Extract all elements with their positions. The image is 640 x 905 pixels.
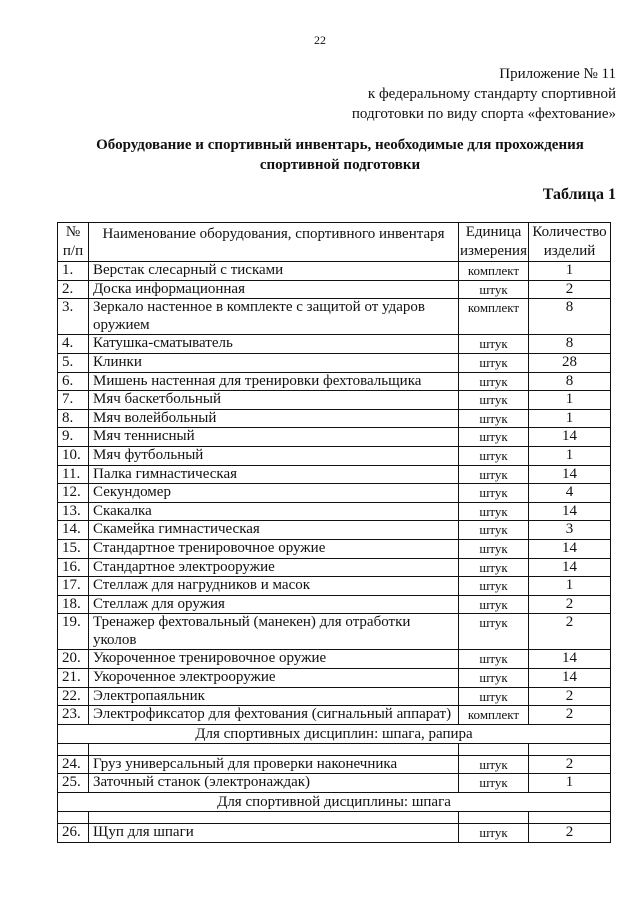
- section-epee-rows: [58, 824, 611, 843]
- cell-unit: штук: [459, 650, 529, 669]
- section-title: Для спортивной дисциплины: шпага: [58, 793, 611, 812]
- appendix-line-1: Приложение № 11: [499, 66, 616, 82]
- cell-qty: 1: [529, 409, 611, 428]
- cell-num: 7.: [58, 391, 89, 410]
- cell-num: 17.: [58, 577, 89, 596]
- cell-name: Мяч теннисный: [89, 428, 459, 447]
- cell-num: 21.: [58, 669, 89, 688]
- table-row: [58, 539, 611, 558]
- header-qty-line-1: Количество: [532, 224, 607, 240]
- table-row: [58, 409, 611, 428]
- cell-num: 6.: [58, 372, 89, 391]
- cell-name: Стеллаж для оружия: [89, 595, 459, 614]
- cell-name: Клинки: [89, 353, 459, 372]
- page-number: 22: [314, 33, 326, 47]
- cell-num: 25.: [58, 774, 89, 793]
- cell-unit: комплект: [459, 262, 529, 281]
- cell-unit: комплект: [459, 706, 529, 725]
- cell-name: Верстак слесарный с тисками: [89, 262, 459, 281]
- cell-num: 23.: [58, 706, 89, 725]
- cell-name: Секундомер: [89, 484, 459, 503]
- cell-num: 9.: [58, 428, 89, 447]
- table-label: Таблица 1: [542, 186, 616, 203]
- cell-unit: штук: [459, 595, 529, 614]
- cell-qty: 14: [529, 669, 611, 688]
- cell-unit: штук: [459, 774, 529, 793]
- cell-qty: 3: [529, 521, 611, 540]
- table-row: [58, 824, 611, 843]
- cell-name: Стандартное электрооружие: [89, 558, 459, 577]
- cell-unit: штук: [459, 335, 529, 354]
- section-epee-rapier: [58, 724, 611, 755]
- appendix-line-2: к федеральному стандарту спортивной: [367, 86, 616, 102]
- cell-num: 18.: [58, 595, 89, 614]
- cell-unit: штук: [459, 280, 529, 299]
- table-body: [58, 262, 611, 725]
- table-row: [58, 706, 611, 725]
- cell-unit: штук: [459, 687, 529, 706]
- cell-qty: 2: [529, 595, 611, 614]
- cell-unit: штук: [459, 484, 529, 503]
- cell-unit: штук: [459, 521, 529, 540]
- cell-qty: 1: [529, 262, 611, 281]
- cell-qty: 28: [529, 353, 611, 372]
- cell-num: 22.: [58, 687, 89, 706]
- cell-name: Мяч футбольный: [89, 446, 459, 465]
- table-row: [58, 687, 611, 706]
- header-unit-line-1: Единица: [465, 224, 522, 240]
- cell-name: Скамейка гимнастическая: [89, 521, 459, 540]
- cell-qty: 1: [529, 391, 611, 410]
- section-spacer-row: [58, 812, 611, 824]
- table-row: [58, 669, 611, 688]
- header-name: [89, 223, 459, 262]
- cell-name: Мяч баскетбольный: [89, 391, 459, 410]
- cell-name: Доска информационная: [89, 280, 459, 299]
- appendix-note: [352, 64, 616, 124]
- cell-num: 13.: [58, 502, 89, 521]
- cell-qty: 14: [529, 558, 611, 577]
- cell-qty: 1: [529, 577, 611, 596]
- section-epee: [58, 793, 611, 824]
- cell-qty: 14: [529, 502, 611, 521]
- table-row: [58, 521, 611, 540]
- table-row: [58, 595, 611, 614]
- cell-name: Стеллаж для нагрудников и масок: [89, 577, 459, 596]
- title-line-1: Оборудование и спортивный инвентарь, необходимые для прохождения: [96, 137, 584, 153]
- header-qty-line-2: изделий: [543, 243, 596, 259]
- cell-unit: штук: [459, 391, 529, 410]
- cell-num: 1.: [58, 262, 89, 281]
- section-title: Для спортивных дисциплин: шпага, рапира: [58, 724, 611, 743]
- cell-qty: 14: [529, 465, 611, 484]
- header-unit: [459, 223, 529, 262]
- cell-num: 16.: [58, 558, 89, 577]
- table-row: [58, 577, 611, 596]
- appendix-line-3: подготовки по виду спорта «фехтование»: [351, 106, 616, 122]
- cell-name: Электрофиксатор для фехтования (сигнальный аппарат): [89, 706, 459, 725]
- cell-qty: 14: [529, 428, 611, 447]
- header-num-line-1: №: [65, 224, 81, 240]
- cell-num: 15.: [58, 539, 89, 558]
- document-title: [60, 135, 620, 175]
- cell-num: 20.: [58, 650, 89, 669]
- table-row: [58, 650, 611, 669]
- table-row: [58, 465, 611, 484]
- table-header-row: [58, 223, 611, 262]
- cell-unit: штук: [459, 372, 529, 391]
- table-row: [58, 428, 611, 447]
- cell-num: 3.: [58, 299, 89, 335]
- cell-unit: штук: [459, 353, 529, 372]
- cell-num: 14.: [58, 521, 89, 540]
- header-qty: [529, 223, 611, 262]
- cell-num: 19.: [58, 614, 89, 650]
- cell-name: Груз универсальный для проверки наконечника: [89, 755, 459, 774]
- section-epee-rapier-rows: [58, 755, 611, 792]
- cell-qty: 14: [529, 650, 611, 669]
- cell-name: Укороченное электрооружие: [89, 669, 459, 688]
- cell-name: Щуп для шпаги: [89, 824, 459, 843]
- cell-unit: штук: [459, 465, 529, 484]
- cell-name: Электропаяльник: [89, 687, 459, 706]
- cell-name: Скакалка: [89, 502, 459, 521]
- cell-num: 11.: [58, 465, 89, 484]
- cell-name: Катушка-сматыватель: [89, 335, 459, 354]
- cell-name: Мяч волейбольный: [89, 409, 459, 428]
- header-name-text: Наименование оборудования, спортивного инвентаря: [102, 226, 445, 242]
- cell-name: Мишень настенная для тренировки фехтовальщика: [89, 372, 459, 391]
- table-row: [58, 391, 611, 410]
- cell-qty: 14: [529, 539, 611, 558]
- table-row: [58, 446, 611, 465]
- cell-qty: 1: [529, 446, 611, 465]
- table-row: [58, 372, 611, 391]
- cell-qty: 2: [529, 755, 611, 774]
- section-spacer-row: [58, 743, 611, 755]
- cell-name: Заточный станок (электронаждак): [89, 774, 459, 793]
- header-num-line-2: п/п: [62, 243, 84, 259]
- cell-unit: штук: [459, 502, 529, 521]
- table-row: [58, 335, 611, 354]
- cell-num: 10.: [58, 446, 89, 465]
- cell-num: 12.: [58, 484, 89, 503]
- table-row: [58, 353, 611, 372]
- cell-qty: 4: [529, 484, 611, 503]
- cell-qty: 2: [529, 706, 611, 725]
- cell-unit: комплект: [459, 299, 529, 335]
- cell-unit: штук: [459, 446, 529, 465]
- cell-qty: 2: [529, 687, 611, 706]
- cell-num: 26.: [58, 824, 89, 843]
- cell-name: Стандартное тренировочное оружие: [89, 539, 459, 558]
- cell-unit: штук: [459, 558, 529, 577]
- section-header-row: [58, 724, 611, 743]
- table-row: [58, 484, 611, 503]
- cell-qty: 8: [529, 372, 611, 391]
- cell-qty: 1: [529, 774, 611, 793]
- header-num: [58, 223, 89, 262]
- cell-name: Палка гимнастическая: [89, 465, 459, 484]
- table-row: [58, 755, 611, 774]
- cell-unit: штук: [459, 539, 529, 558]
- cell-qty: 8: [529, 299, 611, 335]
- table-row: [58, 262, 611, 281]
- table-row: [58, 299, 611, 335]
- cell-unit: штук: [459, 755, 529, 774]
- cell-unit: штук: [459, 428, 529, 447]
- table-row: [58, 614, 611, 650]
- cell-qty: 2: [529, 824, 611, 843]
- cell-num: 24.: [58, 755, 89, 774]
- cell-num: 2.: [58, 280, 89, 299]
- cell-unit: штук: [459, 824, 529, 843]
- cell-unit: штук: [459, 614, 529, 650]
- cell-name: Тренажер фехтовальный (манекен) для отработки уколов: [89, 614, 459, 650]
- cell-name: Зеркало настенное в комплекте с защитой от ударов оружием: [89, 299, 459, 335]
- table-row: [58, 280, 611, 299]
- cell-unit: штук: [459, 669, 529, 688]
- cell-qty: 2: [529, 280, 611, 299]
- cell-num: 8.: [58, 409, 89, 428]
- cell-unit: штук: [459, 409, 529, 428]
- cell-num: 5.: [58, 353, 89, 372]
- section-header-row: [58, 793, 611, 812]
- cell-num: 4.: [58, 335, 89, 354]
- cell-qty: 2: [529, 614, 611, 650]
- table-row: [58, 774, 611, 793]
- cell-name: Укороченное тренировочное оружие: [89, 650, 459, 669]
- table-row: [58, 558, 611, 577]
- title-line-2: спортивной подготовки: [259, 157, 421, 173]
- header-unit-line-2: измерения: [459, 243, 527, 259]
- equipment-table: [57, 222, 611, 843]
- cell-unit: штук: [459, 577, 529, 596]
- table-row: [58, 502, 611, 521]
- cell-qty: 8: [529, 335, 611, 354]
